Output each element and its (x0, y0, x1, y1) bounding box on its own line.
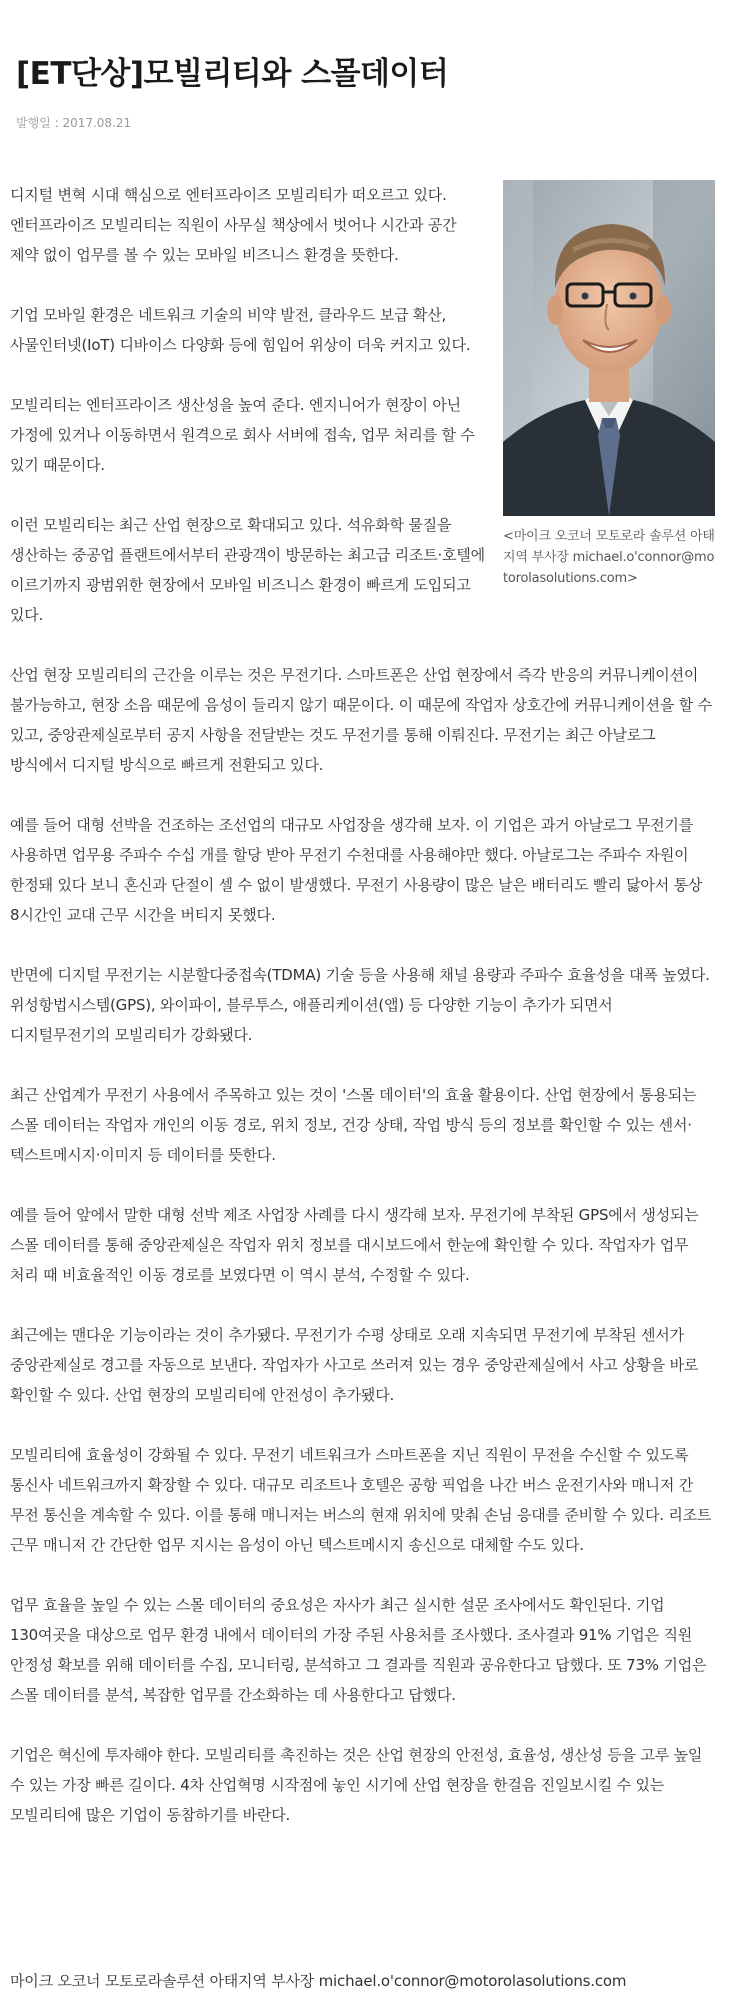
article-paragraph: 업무 효율을 높일 수 있는 스몰 데이터의 중요성은 자사가 최근 실시한 설문 조사에서도 확인된다. 기업 130여곳을 대상으로 업무 환경 내에서 데이터의 가장 주된 사용처를 조사했다. 조사결과 91% 기업은 직원 안정성 확보를 위해 데이터를 수집, 모니터링, 분석하고 그 결과를 직원과 공유한다고 답했다. 또 73% 기업은 스몰 데이터를 분석, 복잡한 업무를 간소화하는 데 사용한다고 답했다. (10, 1596, 707, 1704)
article-paragraph: 예를 들어 앞에서 말한 대형 선박 제조 사업장 사례를 다시 생각해 보자. 무전기에 부착된 GPS에서 생성되는 스몰 데이터를 통해 중앙관제실은 작업자 위치 정보를 대시보드에서 한눈에 확인할 수 있다. 작업자가 업무 처리 때 비효율적인 이동 경로를 보였다면 이 역시 분석, 수정할 수 있다. (10, 1206, 699, 1284)
article-paragraph: 최근에는 맨다운 기능이라는 것이 추가됐다. 무전기가 수평 상태로 오래 지속되면 무전기에 부착된 센서가 중앙관제실로 경고를 자동으로 보낸다. 작업자가 사고로 쓰러져 있는 경우 중앙관제실에서 사고 상황을 바로 확인할 수 있다. 산업 현장의 모빌리티에 안전성이 추가됐다. (10, 1326, 699, 1404)
author-portrait-image (503, 180, 715, 516)
article-paragraph: 예를 들어 대형 선박을 건조하는 조선업의 대규모 사업장을 생각해 보자. 이 기업은 과거 아날로그 무전기를 사용하면 업무용 주파수 수십 개를 할당 받아 무전기 수천대를 사용해야만 했다. 아날로그는 주파수 자원이 한정돼 있다 보니 혼신과 단절이 셀 수 없이 발생했다. 무전기 사용량이 많은 날은 배터리도 빨리 닳아서 통상 8시간인 교대 근무 시간을 버티지 못했다. (10, 816, 703, 924)
author-byline: 마이크 오코너 모토로라솔루션 아태지역 부사장 michael.o'connor@motorolasolutions.com (10, 1972, 627, 1990)
article-paragraph: 반면에 디지털 무전기는 시분할다중접속(TDMA) 기술 등을 사용해 채널 용량과 주파수 효율성을 대폭 높였다. 위성항법시스템(GPS), 와이파이, 블루투스, 애플리케이션(앱) 등 다양한 기능이 추가가 되면서 디지털무전기의 모빌리티가 강화됐다. (10, 966, 710, 1044)
article-paragraph: 산업 현장 모빌리티의 근간을 이루는 것은 무전기다. 스마트폰은 산업 현장에서 즉각 반응의 커뮤니케이션이 불가능하고, 현장 소음 때문에 음성이 들리지 않기 때문이다. 이 때문에 작업자 상호간에 커뮤니케이션을 할 수 있고, 중앙관제실로부터 공지 사항을 전달받는 것도 무전기를 통해 이뤄진다. 무전기는 최근 아날로그 방식에서 디지털 방식으로 빠르게 전환되고 있다. (10, 666, 712, 774)
article-title: [ET단상]모빌리티와 스몰데이터 (16, 56, 449, 92)
article-paragraph: 이런 모빌리티는 최근 산업 현장으로 확대되고 있다. 석유화학 물질을 생산하는 중공업 플랜트에서부터 관광객이 방문하는 최고급 리조트·호텔에 이르기까지 광범위한 현장에서 모바일 비즈니스 환경이 빠르게 도입되고 있다. (10, 516, 485, 624)
photo-caption: <마이크 오코너 모토로라 솔루션 아태지역 부사장 michael.o'connor@motorolasolutions.com> (503, 529, 715, 586)
article-body (10, 180, 715, 1860)
article-paragraph: 디지털 변혁 시대 핵심으로 엔터프라이즈 모빌리티가 떠오르고 있다. 엔터프라이즈 모빌리티는 직원이 사무실 책상에서 벗어나 시간과 공간 제약 없이 업무를 볼 수 있는 모바일 비즈니스 환경을 뜻한다. (10, 186, 457, 264)
article-paragraph: 모빌리티는 엔터프라이즈 생산성을 높여 준다. 엔지니어가 현장이 아닌 가정에 있거나 이동하면서 원격으로 회사 서버에 접속, 업무 처리를 할 수 있기 때문이다. (10, 396, 475, 474)
article-paragraph: 기업 모바일 환경은 네트워크 기술의 비약 발전, 클라우드 보급 확산, 사물인터넷(IoT) 디바이스 다양화 등에 힘입어 위상이 더욱 커지고 있다. (10, 306, 471, 354)
article-paragraph: 기업은 혁신에 투자해야 한다. 모빌리티를 촉진하는 것은 산업 현장의 안전성, 효율성, 생산성 등을 고루 높일 수 있는 가장 빠른 길이다. 4차 산업혁명 시작점에 놓인 시기에 산업 현장을 한걸음 진일보시킬 수 있는 모빌리티에 많은 기업이 동참하기를 바란다. (10, 1746, 703, 1824)
article-paragraph: 최근 산업계가 무전기 사용에서 주목하고 있는 것이 '스몰 데이터'의 효율 활용이다. 산업 현장에서 통용되는 스몰 데이터는 작업자 개인의 이동 경로, 위치 정보, 건강 상태, 작업 방식 등의 정보를 확인할 수 있는 센서·텍스트메시지·이미지 등 데이터를 뜻한다. (10, 1086, 697, 1164)
publish-date: 발행일 : 2017.08.21 (16, 116, 132, 130)
article-paragraph: 모빌리티에 효율성이 강화될 수 있다. 무전기 네트워크가 스마트폰을 지닌 직원이 무전을 수신할 수 있도록 통신사 네트워크까지 확장할 수 있다. 대규모 리조트나 호텔은 공항 픽업을 나간 버스 운전기사와 매니저 간 무전 통신을 계속할 수 있다. 이를 통해 매니저는 버스의 현재 위치에 맞춰 손님 응대를 준비할 수 있다. 리조트 근무 매니저 간 간단한 업무 지시는 음성이 아닌 텍스트메시지 송신으로 대체할 수도 있다. (10, 1446, 712, 1554)
author-photo-figure (503, 180, 715, 589)
